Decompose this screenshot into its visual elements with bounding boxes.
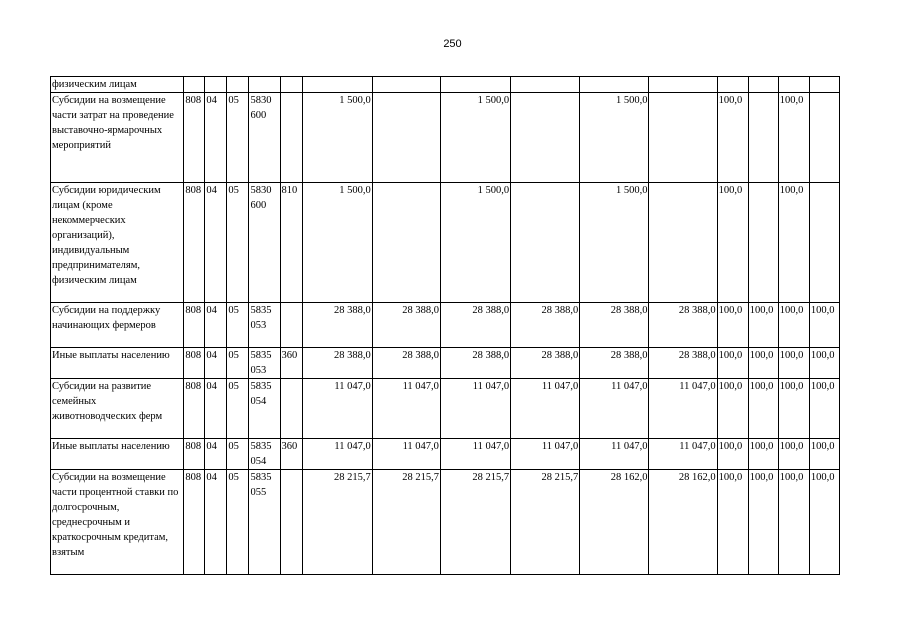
amount-cell-4: 28 388,0 <box>511 348 580 379</box>
amount-cell-5: 28 388,0 <box>580 303 649 348</box>
amount-cell-1: 11 047,0 <box>302 379 372 439</box>
code-target-cell: 5830 600 <box>249 93 280 183</box>
code-admin-cell: 808 <box>184 439 205 470</box>
code-section-cell: 04 <box>205 439 227 470</box>
amount-cell-3: 1 500,0 <box>440 183 510 303</box>
percent-cell-4 <box>809 93 839 183</box>
amount-cell-1: 1 500,0 <box>302 183 372 303</box>
code-target-cell: 5835 053 <box>249 348 280 379</box>
percent-cell-1 <box>717 77 748 93</box>
code-target-cell: 5830 600 <box>249 183 280 303</box>
amount-cell-5: 1 500,0 <box>580 93 649 183</box>
amount-cell-6: 11 047,0 <box>649 379 717 439</box>
budget-table <box>50 76 840 575</box>
amount-cell-1: 28 388,0 <box>302 303 372 348</box>
code-subsection-cell: 05 <box>227 348 249 379</box>
code-admin-cell: 808 <box>184 93 205 183</box>
row-name-cell: Субсидии на возмещение части процентной ставки по долгосрочным, среднесрочным и краткосрочным кредитам, взятым <box>51 470 184 575</box>
code-expense-type-cell <box>280 93 302 183</box>
percent-cell-4: 100,0 <box>809 470 839 575</box>
percent-cell-3: 100,0 <box>778 348 809 379</box>
amount-cell-1: 28 388,0 <box>302 348 372 379</box>
table-row <box>51 379 840 439</box>
percent-cell-1: 100,0 <box>717 183 748 303</box>
table-body <box>51 77 840 575</box>
percent-cell-1: 100,0 <box>717 93 748 183</box>
percent-cell-2 <box>748 183 778 303</box>
code-expense-type-cell <box>280 303 302 348</box>
amount-cell-5: 1 500,0 <box>580 183 649 303</box>
amount-cell-5: 28 162,0 <box>580 470 649 575</box>
amount-cell-6 <box>649 93 717 183</box>
amount-cell-6: 11 047,0 <box>649 439 717 470</box>
percent-cell-2 <box>748 77 778 93</box>
table-row <box>51 303 840 348</box>
row-name-cell: Иные выплаты населению <box>51 348 184 379</box>
row-name-cell: Субсидии на развитие семейных животноводческих ферм <box>51 379 184 439</box>
code-subsection-cell: 05 <box>227 470 249 575</box>
amount-cell-1: 1 500,0 <box>302 93 372 183</box>
code-subsection-cell: 05 <box>227 303 249 348</box>
amount-cell-1 <box>302 77 372 93</box>
amount-cell-3: 1 500,0 <box>440 93 510 183</box>
table-row <box>51 348 840 379</box>
code-admin-cell <box>184 77 205 93</box>
amount-cell-3: 11 047,0 <box>440 379 510 439</box>
amount-cell-3 <box>440 77 510 93</box>
amount-cell-5: 11 047,0 <box>580 439 649 470</box>
page-number: 250 <box>443 38 462 50</box>
percent-cell-3: 100,0 <box>778 303 809 348</box>
percent-cell-2 <box>748 93 778 183</box>
percent-cell-4 <box>809 183 839 303</box>
amount-cell-1: 28 215,7 <box>302 470 372 575</box>
percent-cell-4: 100,0 <box>809 379 839 439</box>
percent-cell-3: 100,0 <box>778 93 809 183</box>
table-row <box>51 93 840 183</box>
code-subsection-cell: 05 <box>227 183 249 303</box>
row-name-cell: Субсидии юридическим лицам (кроме некоммерческих организаций), индивидуальным предпринимателям, физическим лицам <box>51 183 184 303</box>
amount-cell-2: 11 047,0 <box>372 379 440 439</box>
code-admin-cell: 808 <box>184 470 205 575</box>
amount-cell-2: 11 047,0 <box>372 439 440 470</box>
row-name-cell: Иные выплаты населению <box>51 439 184 470</box>
code-section-cell: 04 <box>205 470 227 575</box>
percent-cell-3: 100,0 <box>778 470 809 575</box>
percent-cell-4: 100,0 <box>809 439 839 470</box>
amount-cell-3: 28 388,0 <box>440 348 510 379</box>
table-row <box>51 183 840 303</box>
code-admin-cell: 808 <box>184 303 205 348</box>
code-section-cell: 04 <box>205 379 227 439</box>
percent-cell-1: 100,0 <box>717 303 748 348</box>
code-target-cell: 5835 055 <box>249 470 280 575</box>
code-admin-cell: 808 <box>184 183 205 303</box>
percent-cell-2: 100,0 <box>748 303 778 348</box>
amount-cell-4: 11 047,0 <box>511 379 580 439</box>
code-admin-cell: 808 <box>184 379 205 439</box>
code-subsection-cell: 05 <box>227 439 249 470</box>
code-admin-cell: 808 <box>184 348 205 379</box>
amount-cell-6 <box>649 77 717 93</box>
code-expense-type-cell: 360 <box>280 348 302 379</box>
amount-cell-5 <box>580 77 649 93</box>
percent-cell-1: 100,0 <box>717 439 748 470</box>
row-name-cell: Субсидии на поддержку начинающих фермеров <box>51 303 184 348</box>
amount-cell-3: 28 388,0 <box>440 303 510 348</box>
amount-cell-2: 28 388,0 <box>372 348 440 379</box>
percent-cell-2: 100,0 <box>748 470 778 575</box>
percent-cell-2: 100,0 <box>748 348 778 379</box>
table-row <box>51 439 840 470</box>
code-section-cell <box>205 77 227 93</box>
code-expense-type-cell <box>280 470 302 575</box>
amount-cell-5: 28 388,0 <box>580 348 649 379</box>
row-name-cell: физическим лицам <box>51 77 184 93</box>
percent-cell-3 <box>778 77 809 93</box>
percent-cell-2: 100,0 <box>748 439 778 470</box>
code-target-cell: 5835 054 <box>249 439 280 470</box>
table-row <box>51 77 840 93</box>
amount-cell-3: 28 215,7 <box>440 470 510 575</box>
code-target-cell: 5835 054 <box>249 379 280 439</box>
percent-cell-4 <box>809 77 839 93</box>
code-section-cell: 04 <box>205 93 227 183</box>
amount-cell-2 <box>372 93 440 183</box>
amount-cell-4: 11 047,0 <box>511 439 580 470</box>
percent-cell-4: 100,0 <box>809 348 839 379</box>
percent-cell-3: 100,0 <box>778 379 809 439</box>
code-expense-type-cell: 810 <box>280 183 302 303</box>
amount-cell-3: 11 047,0 <box>440 439 510 470</box>
code-target-cell <box>249 77 280 93</box>
code-subsection-cell: 05 <box>227 93 249 183</box>
percent-cell-1: 100,0 <box>717 379 748 439</box>
code-subsection-cell <box>227 77 249 93</box>
code-expense-type-cell: 360 <box>280 439 302 470</box>
amount-cell-6 <box>649 183 717 303</box>
percent-cell-1: 100,0 <box>717 470 748 575</box>
code-section-cell: 04 <box>205 183 227 303</box>
row-name-cell: Субсидии на возмещение части затрат на проведение выставочно-ярмарочных мероприятий <box>51 93 184 183</box>
percent-cell-3: 100,0 <box>778 439 809 470</box>
code-expense-type-cell <box>280 379 302 439</box>
table-row <box>51 470 840 575</box>
percent-cell-4: 100,0 <box>809 303 839 348</box>
amount-cell-6: 28 162,0 <box>649 470 717 575</box>
percent-cell-2: 100,0 <box>748 379 778 439</box>
amount-cell-2 <box>372 183 440 303</box>
amount-cell-6: 28 388,0 <box>649 348 717 379</box>
amount-cell-6: 28 388,0 <box>649 303 717 348</box>
code-section-cell: 04 <box>205 348 227 379</box>
amount-cell-1: 11 047,0 <box>302 439 372 470</box>
code-target-cell: 5835 053 <box>249 303 280 348</box>
code-subsection-cell: 05 <box>227 379 249 439</box>
code-section-cell: 04 <box>205 303 227 348</box>
amount-cell-2: 28 388,0 <box>372 303 440 348</box>
amount-cell-4 <box>511 183 580 303</box>
code-expense-type-cell <box>280 77 302 93</box>
amount-cell-4 <box>511 77 580 93</box>
percent-cell-1: 100,0 <box>717 348 748 379</box>
amount-cell-4: 28 215,7 <box>511 470 580 575</box>
amount-cell-5: 11 047,0 <box>580 379 649 439</box>
amount-cell-4: 28 388,0 <box>511 303 580 348</box>
amount-cell-4 <box>511 93 580 183</box>
percent-cell-3: 100,0 <box>778 183 809 303</box>
amount-cell-2: 28 215,7 <box>372 470 440 575</box>
amount-cell-2 <box>372 77 440 93</box>
